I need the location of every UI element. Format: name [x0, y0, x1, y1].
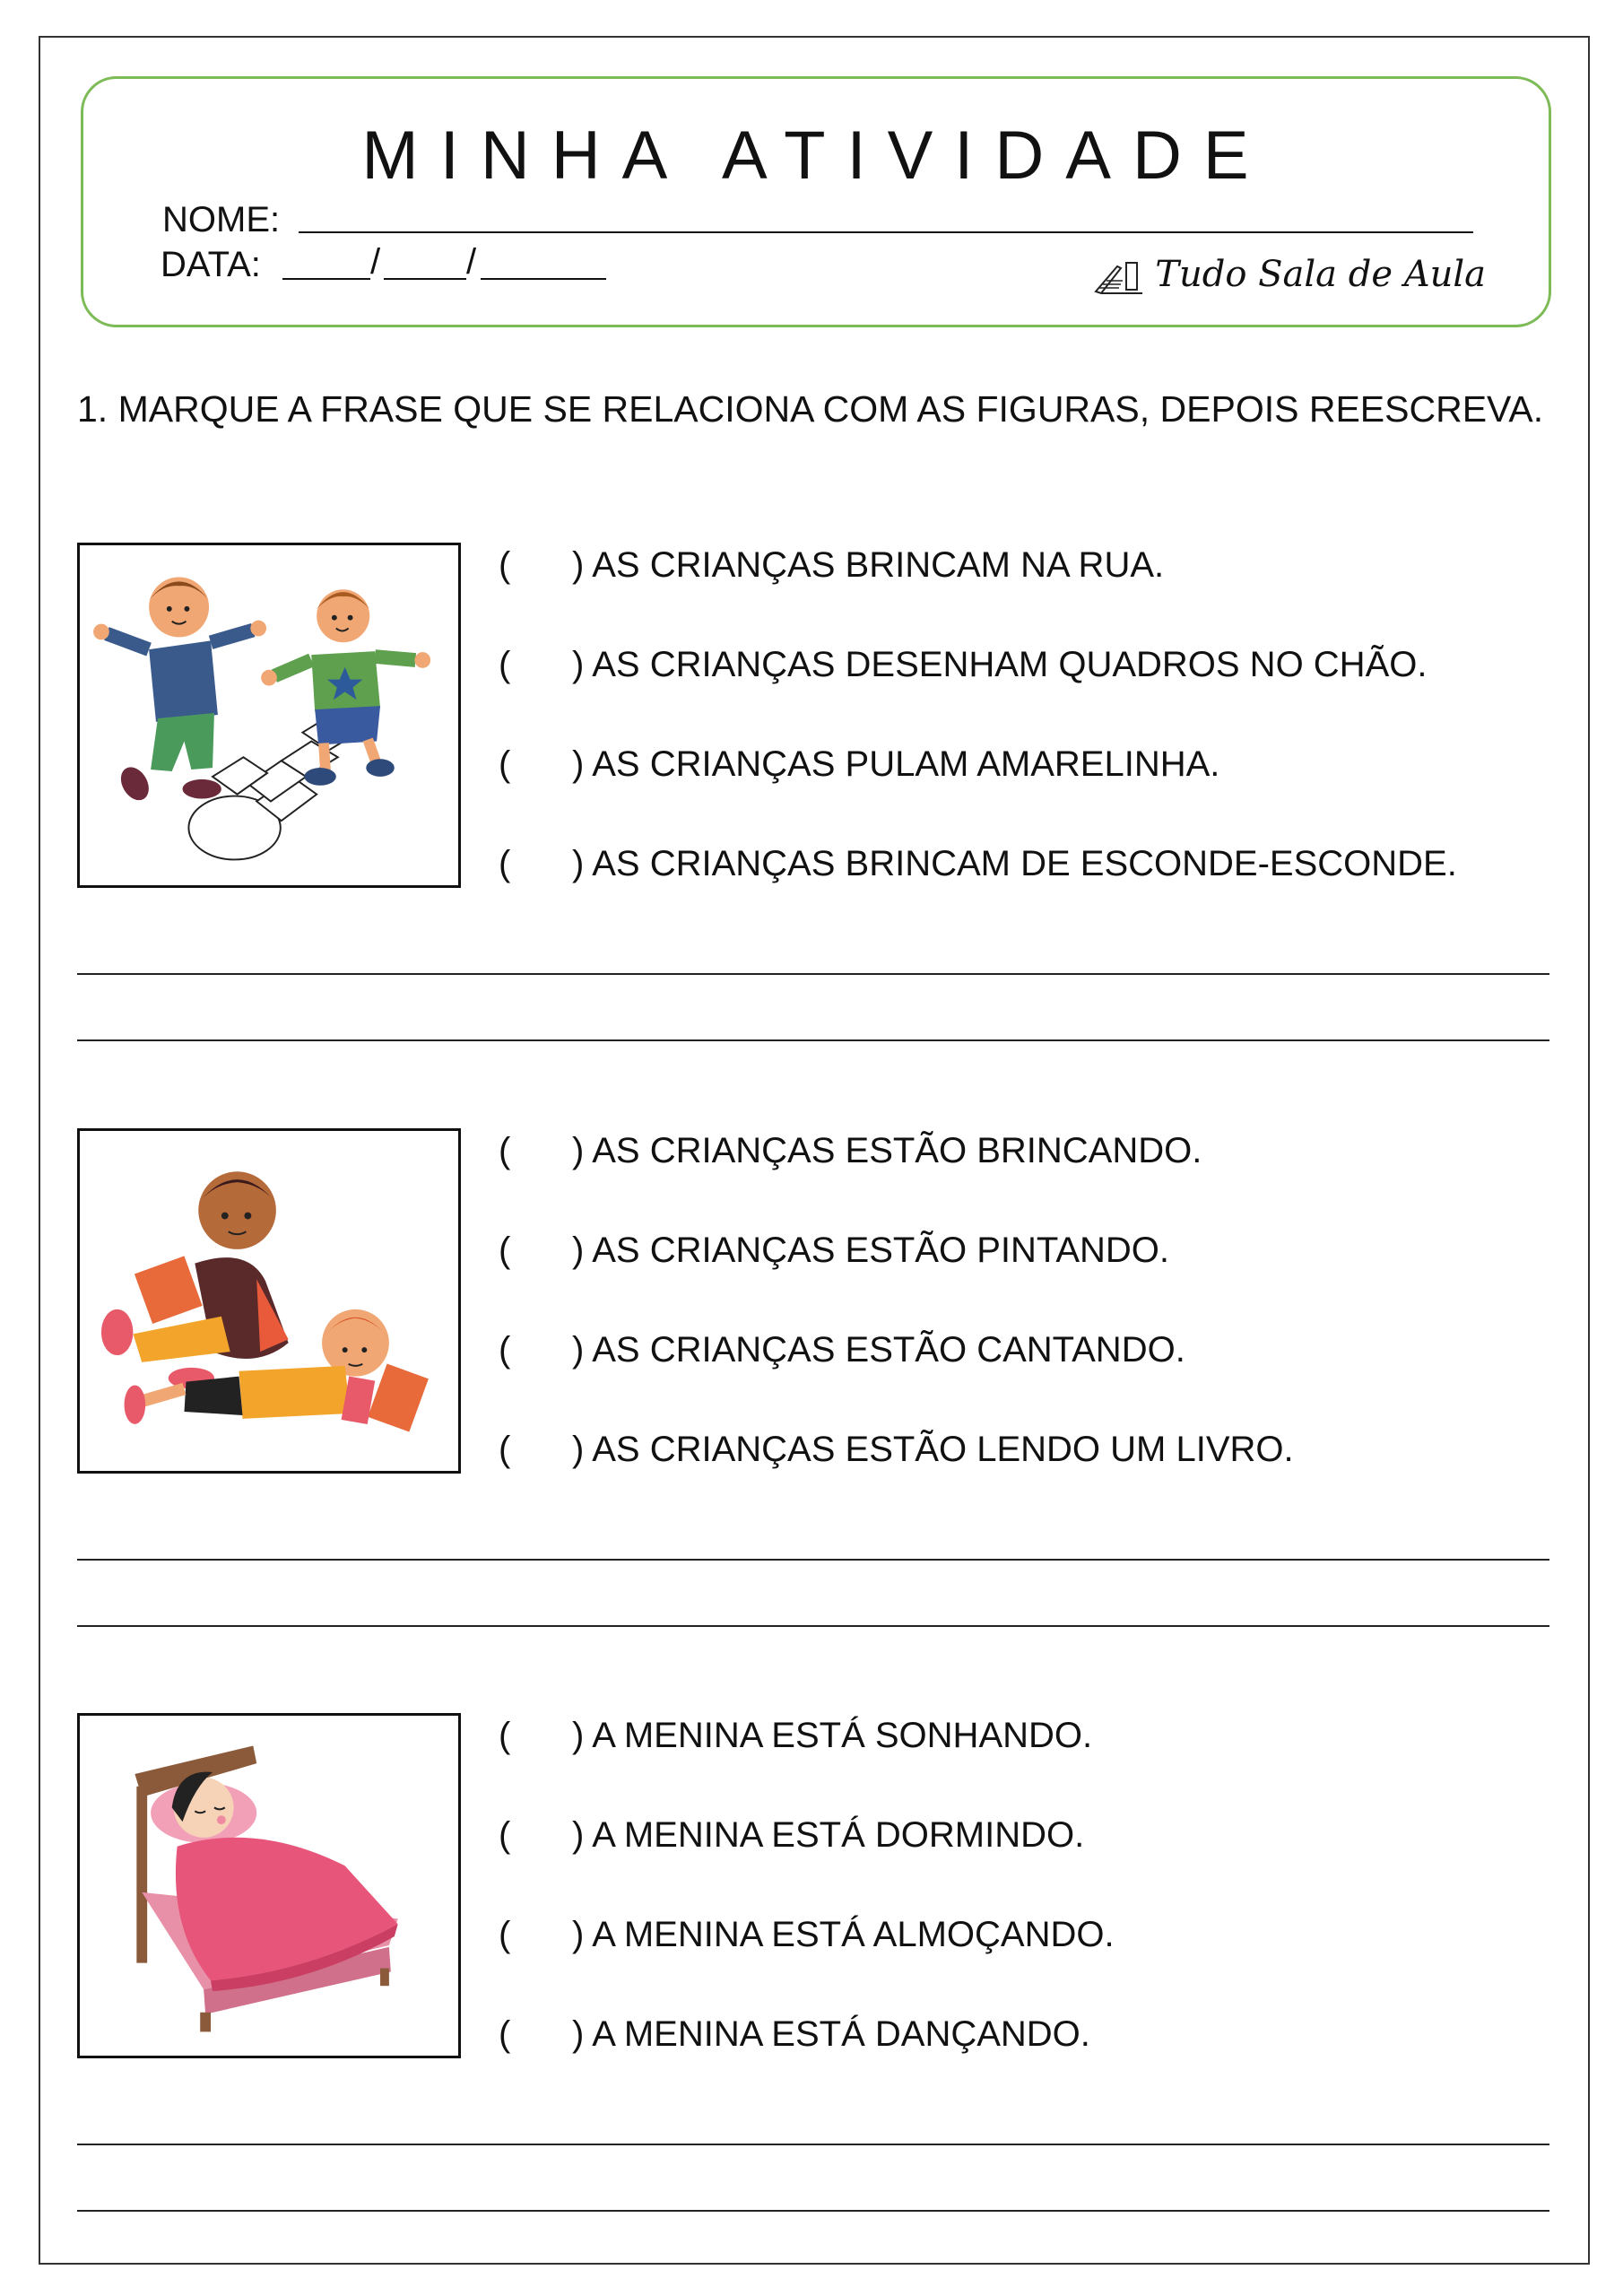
question-text: 1. MARQUE A FRASE QUE SE RELACIONA COM AS FIGURAS, DEPOIS REESCREVA. [77, 388, 1544, 430]
answer-line[interactable] [77, 2144, 1549, 2145]
reading-picture [77, 1128, 461, 1474]
logo-text: Tudo Sala de Aula [1155, 254, 1486, 295]
kids-hopscotch-illustration [80, 545, 458, 885]
option-item[interactable]: ( ) AS CRIANÇAS ESTÃO LENDO UM LIVRO. [499, 1429, 1294, 1469]
option-item[interactable]: ( ) AS CRIANÇAS PULAM AMARELINHA. [499, 744, 1220, 784]
option-item[interactable]: ( ) A MENINA ESTÁ SONHANDO. [499, 1715, 1093, 1755]
exercise-2 [77, 1128, 1557, 1666]
girl-sleeping-illustration [80, 1716, 458, 2056]
answer-line[interactable] [77, 1039, 1549, 1041]
name-label: NOME: [162, 200, 281, 239]
book-icon [1092, 257, 1146, 295]
date-day-line[interactable] [282, 278, 370, 280]
date-label: DATA: [161, 245, 261, 284]
date-separator: / [466, 242, 477, 282]
option-item[interactable]: ( ) AS CRIANÇAS BRINCAM NA RUA. [499, 544, 1165, 585]
kids-reading-illustration [80, 1131, 458, 1471]
option-item[interactable]: ( ) A MENINA ESTÁ DANÇANDO. [499, 2013, 1090, 2054]
option-item[interactable]: ( ) AS CRIANÇAS ESTÃO CANTANDO. [499, 1329, 1185, 1370]
page-title: MINHA ATIVIDADE [361, 117, 1271, 194]
option-item[interactable]: ( ) A MENINA ESTÁ DORMINDO. [499, 1814, 1085, 1855]
option-item[interactable]: ( ) AS CRIANÇAS DESENHAM QUADROS NO CHÃO. [499, 644, 1428, 684]
header-box [81, 76, 1551, 327]
date-separator: / [370, 242, 381, 282]
answer-line[interactable] [77, 1625, 1549, 1627]
option-item[interactable]: ( ) AS CRIANÇAS BRINCAM DE ESCONDE-ESCONDE. [499, 843, 1457, 883]
exercise-3 [77, 1713, 1557, 2251]
answer-line[interactable] [77, 973, 1549, 975]
name-input-line[interactable] [299, 231, 1473, 233]
exercise-1 [77, 543, 1557, 1081]
brand-logo [1092, 254, 1486, 295]
option-item[interactable]: ( ) AS CRIANÇAS ESTÃO PINTANDO. [499, 1230, 1170, 1270]
hopscotch-picture [77, 543, 461, 888]
answer-line[interactable] [77, 2210, 1549, 2212]
option-item[interactable]: ( ) A MENINA ESTÁ ALMOÇANDO. [499, 1914, 1115, 1954]
sleeping-picture [77, 1713, 461, 2058]
option-item[interactable]: ( ) AS CRIANÇAS ESTÃO BRINCANDO. [499, 1130, 1202, 1170]
date-month-line[interactable] [384, 278, 466, 280]
date-year-line[interactable] [481, 278, 606, 280]
answer-line[interactable] [77, 1559, 1549, 1561]
